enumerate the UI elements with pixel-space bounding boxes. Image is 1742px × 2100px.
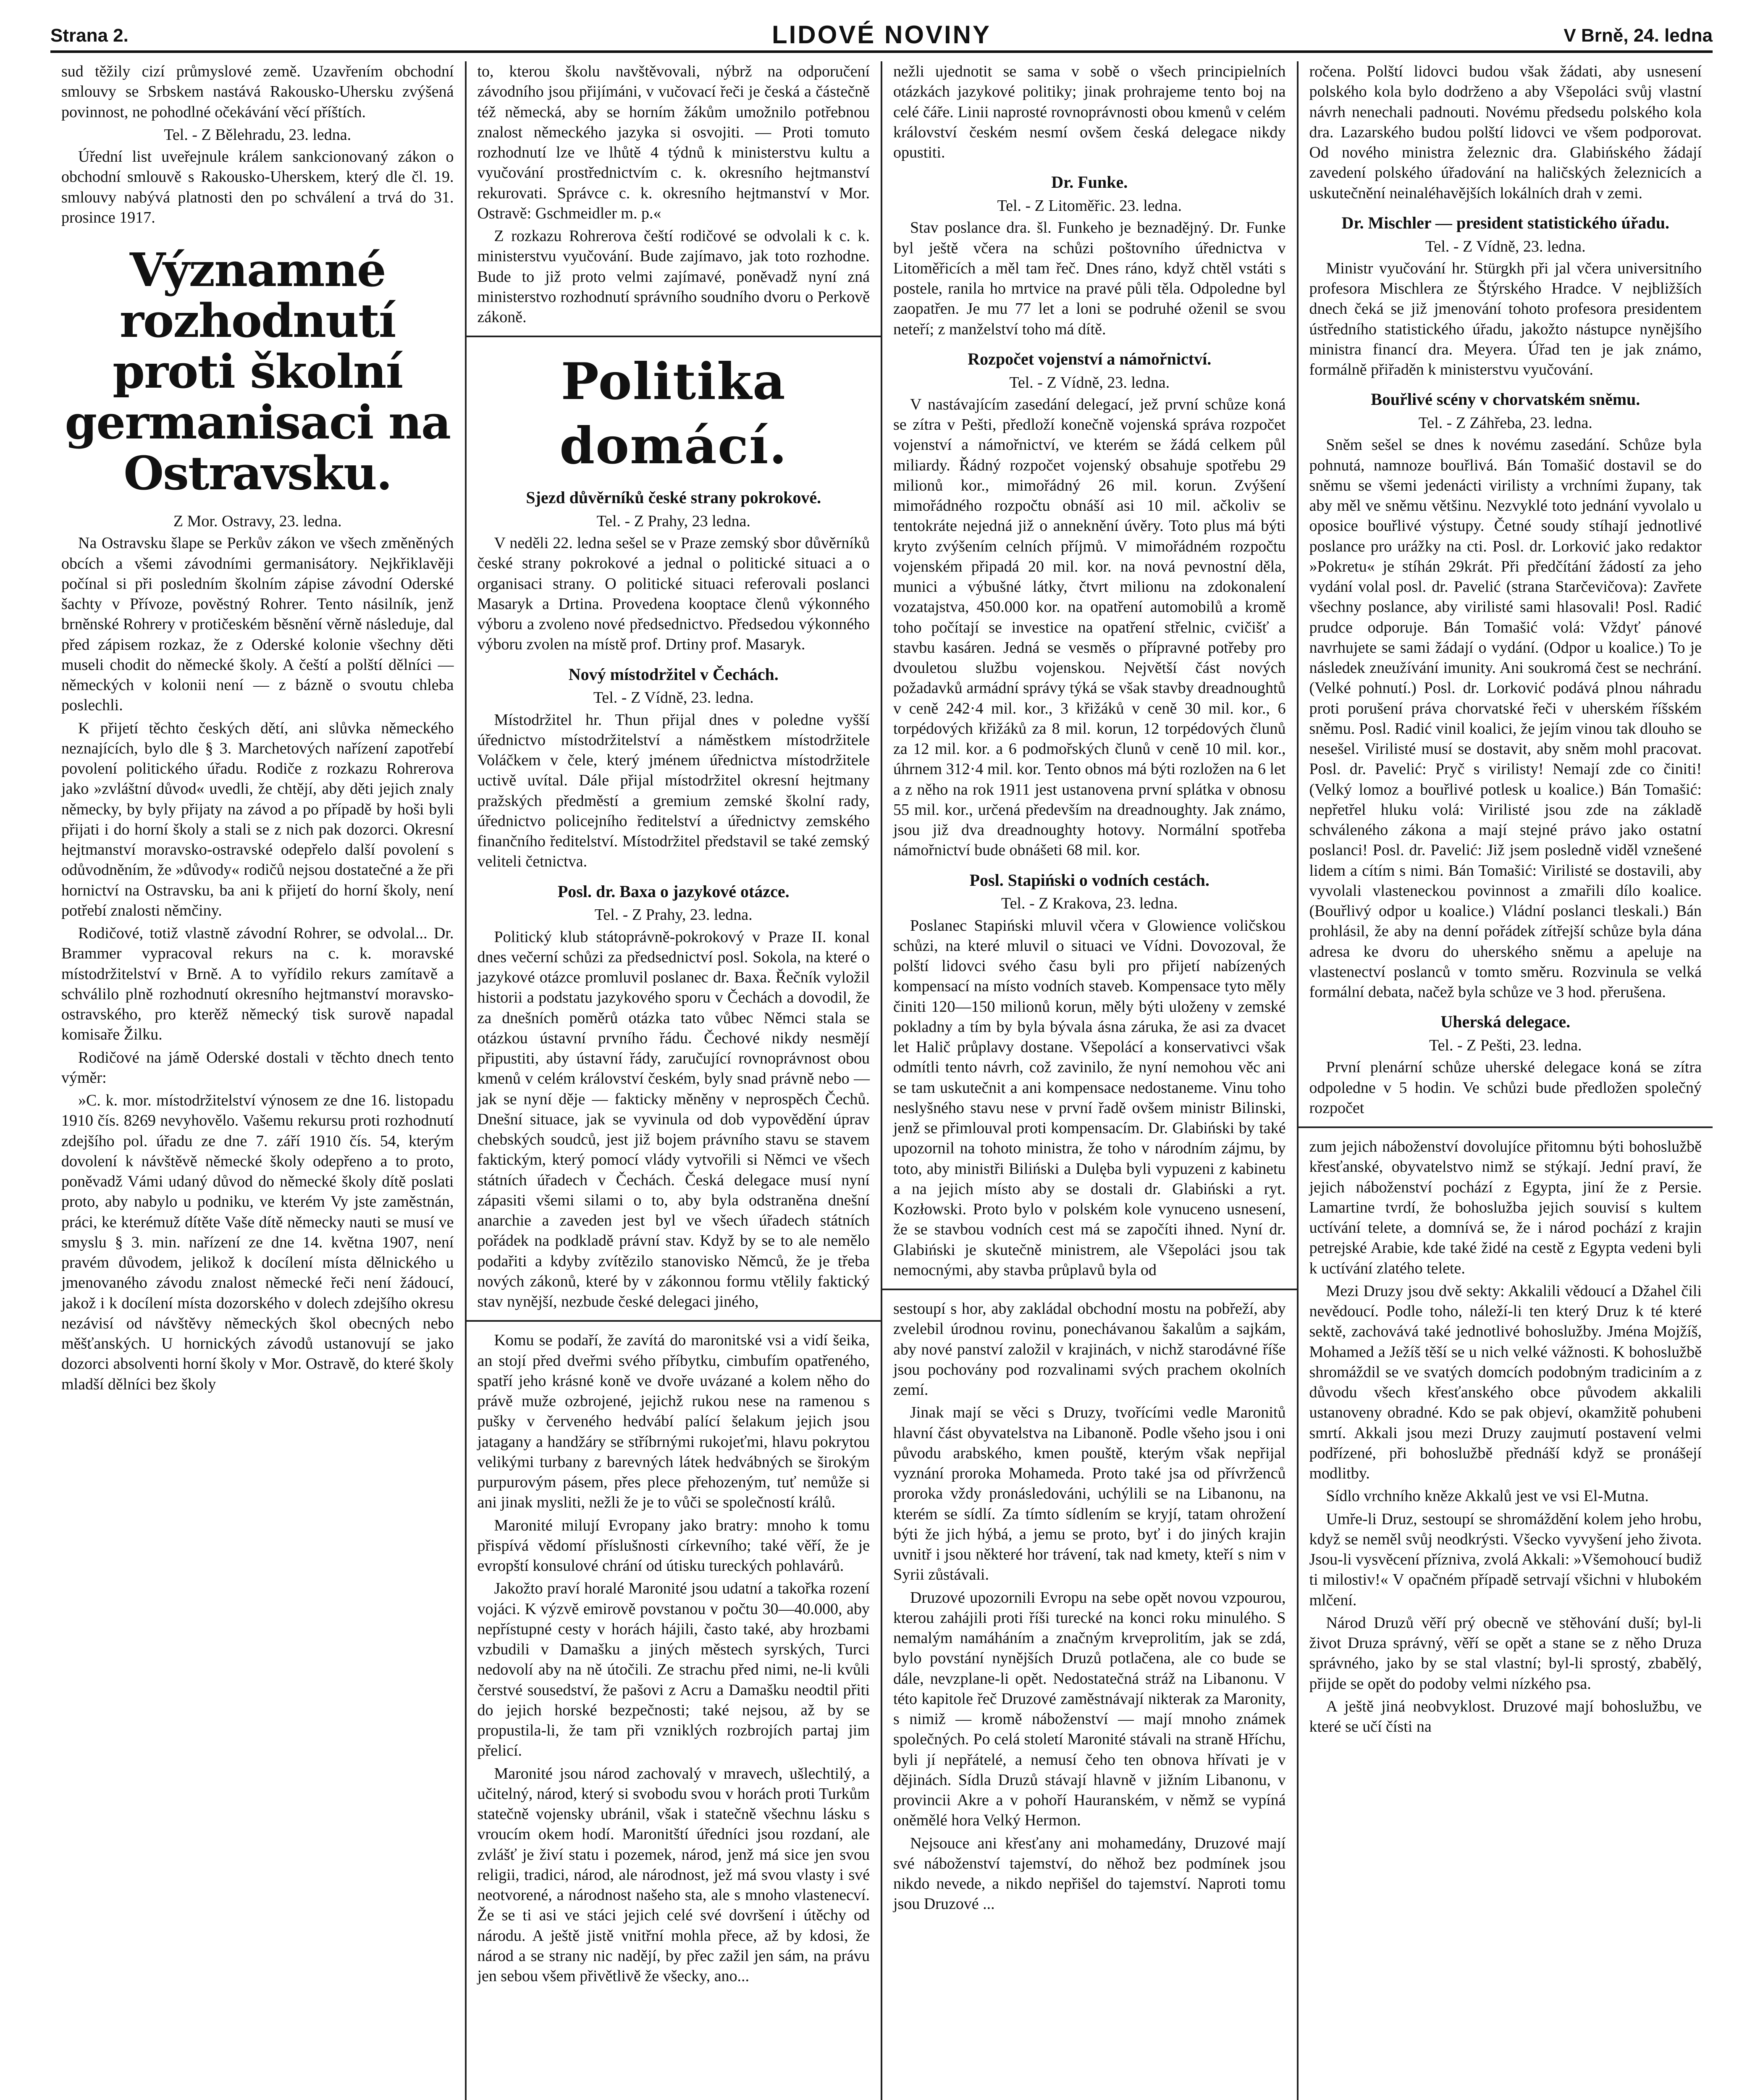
- article-text: Rodičové, totiž vlastně závodní Rohrer, se odvolal... Dr. Brammer vypracoval rekurs na c. k. moravské místodržitelství v Brně. A to vyřídilo rekurs zamítavě a schválilo plně rozhodnutí okresního hejtmanství moravsko-ostravského, pro kterěž německý tisk surově napadal komisaře Žilku.: [61, 924, 454, 1044]
- article-text: V nastávajícím zasedání delegací, jež první schůze koná se zítra v Pešti, předloží konečně vojenská správa rozpočet vojenství a námořnictví, ve kterém se žádá celkem půl miliardy. Řádný rozpočet vojenský obsahuje spotřebu 29 milionů kor., mimořádný 26 mil. korun. Zvýšení mimořádného rozpočtu obnáší asi 10 mil. ačkoliv se tentokráte nejedná již o anneknění úvěry. Toto plus má býti kryto zvýšením celních příjmů. V mimořádném rozpočtu vojenském připadá 20 mil. kor. na nová pevnostní děla, munici a výbušné látky, čtvrt milionu na zdokonalení vozatajstva, 450.000 kor. na opatření automobilů a kromě toho počítají se investice na opatření střelnic, cvičišť a stavbu kasáren. Jedná se vesměs o přípravné potřeby pro dvouletou službu vojenskou. Největší část nových požadavků armádní správy týká se však stavby dreadnoughtů v ceně 242·4 mil. kor., 3 křižáků v ceně 30 mil. kor., 6 torpédových křižáků za 8 mil. korun, 12 torpédových člunů za 12 mil. kor. a 6 podmořských člunů v ceně 10 mil. kor., úhrnem 312·4 mil. kor. Tento obnos má býti rozložen na 6 let a z něho na rok 1911 jest ustanovena první splátka v obnosu 55 mil. kor., určená především na dreadnoughty. Jak známo, jsou již dva dreadnoughty hotovy. Normální spotřeba námořnictví bude obnášeti 68 mil. kor.: [893, 395, 1286, 859]
- section-title: Politika domácí.: [559, 352, 788, 475]
- divider: [467, 336, 881, 337]
- column-4: [1299, 61, 1713, 2100]
- dateline: Tel. - Z Bělehradu, 23. ledna.: [164, 126, 352, 144]
- subheading: Rozpočet vojenství a námořnictví.: [968, 349, 1212, 368]
- subheading: Uherská delegace.: [1440, 1012, 1571, 1032]
- feuilleton-text: A ještě jiná neobvyklost. Druzové mají bohoslužbu, ve které se učí čísti na: [1309, 1697, 1702, 1736]
- issue-date: V Brně, 24. ledna: [1564, 25, 1713, 46]
- article-text: Ministr vyučování hr. Stürgkh při jal včera universitního profesora Mischlera ze Štýrského Hradce. V nejbližších dnech čeká se již jmenování tohoto profesora presidentem ústředního statistického úřadu, jakožto nástupce nynějšího ministra financí dra. Meyera. Úřad ten je jak známo, formálně přiřaděn k ministerstvu vyučování.: [1309, 259, 1702, 379]
- article-text: to, kterou školu navštěvovali, nýbrž na odporučení závodního jsou přijímáni, v vučovací řeči je česká a částečně též německá, aby se horním žákům umožnilo potřebnou znalost německého jazyka si osvojiti. — Proti tomuto rozhodnutí lze ve lhůtě 4 týdnů k ministerstvu kultu a vyučování prostřednictvím c. k. okresního hejtmanství rekurovati. Správce c. k. okresního hejtmanství v Mor. Ostravě: Gschmeidler m. p.«: [477, 63, 870, 222]
- subheading: Bouřlivé scény v chorvatském sněmu.: [1371, 390, 1640, 409]
- feuilleton-text: Druzové upozornili Evropu na sebe opět novou vzpourou, kterou zahájili proti říši turecké na konci roku minulého. S nemalým namáháním a značným krveprolitím, jak se zdá, bylo povstání nynějších Druzů potlačena, ale co bude se dále, nevzplane-li opět. Nedostatečná stráž na Libanonu. V této kapitole řeč Druzové zaměstnávají nikterak za Maronity, s nimiž — kromě náboženství — mají mnoho známek společných. Po celá století Maronité stávali na straně Hříchu, byli jí nepřátelé, a nemusí čeho ten obnova hřívati je v dějinách. Sídla Druzů stávají hlavně v jižním Libanonu, v provincii Akre a v pohoří Hauranském, v němž se vypíná oněmělé hora Velký Hermon.: [893, 1588, 1286, 1830]
- article-text: Na Ostravsku šlape se Perkův zákon ve všech změněných obcích a všemi závodními germanisátory. Nejkřiklavěji počínal si při posledním školním zápise závodní Oderské šachty v Přívoze, pověstný Rohrer. Tento násilník, jenž brněnské Rohrery v protičeském běsnění věrně následuje, dal před zápisem rozkaz, že z Oderské kolonie všechny děti museli chodit do německé školy. A čeští a polští dělníci — německých v kolonii není — z bázně o svoutu chleba poslechli.: [61, 534, 454, 714]
- running-head: [50, 17, 1713, 53]
- subheading: Sjezd důvěrníků české strany pokrokové.: [526, 488, 821, 507]
- article-text: V neděli 22. ledna sešel se v Praze zemský sbor důvěrníků české strany pokrokové a jednal o politické situaci a o organisaci strany. O politické situaci referovali poslanci Masaryk a Drtina. Provedena kooptace členů výkonného výboru a zvoleno nové předsednictvo. Předsedou výkonného výboru zvolen na místě prof. Drtiny prof. Masaryk.: [477, 534, 870, 654]
- article-text: Místodržitel hr. Thun přijal dnes v poledne vyšší úřednictvo místodržitelství a náměstkem místodržitele Voláčkem v čele, který jménem úřednictva místodržitele uctivě uvítal. Dále přijal místodržitel okresní hejtmany pražských předměstí a gremium zemské školní rady, úřednictvo policejního ředitelství a úřednictvy zemského finančního ředitelství. Místodržitel představil se také zemský veliteli četnictva.: [477, 711, 870, 871]
- dateline: Tel. - Z Vídně, 23. ledna.: [1009, 373, 1170, 391]
- article-text: Rodičové na jámě Oderské dostali v těchto dnech tento výměr:: [61, 1048, 454, 1087]
- feuilleton-text: Sídlo vrchního kněze Akkalů jest ve vsi El-Mutna.: [1326, 1487, 1649, 1505]
- column-2: [467, 61, 883, 2100]
- article-text: ročena. Polští lidovci budou však žádati, aby usnesení polského kola bylo dodrženo a aby Všepoláci svůj vlastní návrh nenechali padnouti. Novému předsedu polského kola dra. Lazarského budou polští lidovci ve všem podporovat. Od nového ministra železnic dra. Glabińského žádají zavedení polského úřadování na haličských železnicích a uskutečnění neinaléhavějších lokálních drah v zemi.: [1309, 63, 1702, 202]
- subheading: Posl. Stapiński o vodních cestách.: [969, 870, 1209, 890]
- feuilleton-text: Maronité milují Evropany jako bratry: mnoho k tomu přispívá vědomí příslušnosti církevního; také věří, že je evropští konsulové chrání od útisku tureckých pohlavárů.: [477, 1516, 870, 1575]
- feuilleton-text: Nejsouce ani křesťany ani mohamedány, Druzové mají své náboženství tajemství, do něhož bez podmínek jsou nikdo nevede, a nikdo nepřišel do tajemství. Naproti tomu jsou Druzové ...: [893, 1834, 1286, 1913]
- dateline: Tel. - Z Vídně, 23. ledna.: [593, 689, 754, 707]
- dateline: Tel. - Z Litoměřic. 23. ledna.: [997, 197, 1182, 215]
- newspaper-title: LIDOVÉ NOVINY: [771, 21, 992, 49]
- feuilleton-text: Komu se podaří, že zavítá do maronitské vsi a vidí šeika, an stojí před dveřmi svého příbytku, cimbufím opatřeného, spatří jeho krásné koně ve dvoře uvázané a kolem něho do právě muže ozbrojené, jejichž rukou nese na ramenou s pušky v červeného hedvábí palící šelakum jejich jsou jatagany a handžáry se stříbrnými rukojeťmi, hlavu pokrytou velikými turbany z barevných látek hedvábných se širokým purpurovým pásem, přes plece přehozeným, tuť nemůže si ani jinak mysliti, nežli že je to vůči se společností králů.: [477, 1331, 870, 1512]
- article-text: Politický klub státoprávně-pokrokový v Praze II. konal dnes večerní schůzi za předsednictví posl. Sokola, na které o jazykové otázce promluvil poslanec dr. Baxa. Řečník vyložil historii a podstatu jazykového sporu v Čechách a dovodil, že za dnešních poměrů otázka tato vůbec Němci stala se otázkou ústavní prvního řádu. Čechové nikdy nesmějí připustiti, aby ústavní řády, zaručující rovnoprávnost obou kmenů v celém království českém, byly snad právně nebo — jak se nyní děje — fakticky měněny v neprospěch Čechů. Dnešní situace, jak se vyvinula od dob vypovědění úprav chebských soudců, jest již bojem právního stavu se stavem faktickým, který pomocí vlády vytvořili si Němci ve všech státních úřadech v Čechách. Česká delegace musí nyní zápasiti všemi silami o to, aby byla odstraněna dnešní anarchie a zaveden jest byl ve všech úřadech státních pořádek na podkladě právní stav. Když by se to ale nemělo podařiti a kdyby zvítězilo stanovisko Němců, že je třeba nových zákonů, které by v zákonnou formu vtělily faktický stav nynější, nezbude české delegaci jiného,: [477, 928, 870, 1311]
- feuilleton-text: zum jejich náboženství dovolujíce přitomnu býti bohoslužbě křesťanské, obyvatelstvo nimž se stýkají. Jední praví, že jejich náboženství pochází z Egypta, jiní že z Persie. Lamartine tvrdí, že bohoslužba jejich souvisí s kultem uctívání telete, a domnívá se, že i národ pochází z krajin petrejské Arabie, kde také židé na cestě z Egypta vedeni byli k uctívání zlatého telete.: [1309, 1138, 1702, 1277]
- column-1: [50, 61, 467, 2100]
- subheading: Dr. Mischler — president statistického úřadu.: [1341, 213, 1669, 232]
- feuilleton-text: Jinak mají se věci s Druzy, tvořícími vedle Maronitů hlavní část obyvatelstva na Libanoně. Podle všeho jsou i oni původu arabského, kmen pouště, kterým však nepřijal vyznání proroka Mohameda. Proto také jsa od přívrženců proroka vždy pronásledováni, uchýlili se na Libanonu, na kterém se sídlí. Za tímto sídlením se kryjí, tatam ohrožení býti že jich hýbá, a jemu se proto, byť i do jiných krajin uvnitř i jsou některé hor trávení, tak nad kmety, kteří s nim v Syrii zůstávali.: [893, 1404, 1286, 1584]
- feuilleton-text: Mezi Druzy jsou dvě sekty: Akkalili vědoucí a Džahel čili nevědoucí. Podle toho, náleží-li ten který Druz k té které sektě, zachovává také jednotlivé bohoslužby. Jména Mojžíš, Mohamed a Ježíš těší se u nich velké vážnosti. K bohoslužbě shromáždil se ve svatých domcích podobným tradiciním a z důvodu všech křesťanského obce původem akkalili ustanoveny obradné. Kdo se pak objeví, okamžitě pohubeni smrtí. Akkali jsou mezi Druzy zaujmutí postavení velmi podřízené, při bohoslužbě přednáší když se pronášejí modlitby.: [1309, 1282, 1702, 1483]
- feuilleton-text: Národ Druzů věří prý obecně ve stěhování duší; byl-li život Druza správný, věří se opět a stane se z něho Druza správného, jako by se stal vlastní; byl-li sprostý, zbabělý, přijde se opět do podoby velmi nízkého psa.: [1309, 1614, 1702, 1693]
- subheading: Nový místodržitel v Čechách.: [568, 664, 779, 684]
- feuilleton-text: Maronité jsou národ zachovalý v mravech, ušlechtilý, a učitelný, národ, který si svobodu svou v horách proti Turkům statečně vojensky ubránil, však i statečně všechnu lásku s vroucím okem hodí. Maronitští úředníci jsou rozdaní, ale zvlášť je živí statu i pozemek, národ, jenž má sice jen svou religii, tradici, národ, ale národnost, jež má svou vlasty i své neotvorené, a národnost našeho sta, ale s mnoho vlastenecví. Že se ti asi ve stáci jejich celé své dovršení i útěchy od národu. A ještě jistě vnitřní mohla přece, až by kdosi, že národ a se strany nic nadějí, by přec zažil jen sám, na právu jen sebou všem přivětlivě že všecky, ano...: [477, 1764, 870, 1985]
- feuilleton-text: sestoupí s hor, aby zakládal obchodní mostu na pobřeží, aby zvelebil úrodnou rovinu, ponechávanou šakalům a sajkám, aby nové panství založil v krajinách, v nichž starodávné říše jsou pochovány pod rozvalinami svých prachem okolních zemí.: [893, 1300, 1286, 1399]
- headline: Významné rozhodnutí proti školní germanisaci na Ostravsku.: [65, 243, 451, 500]
- dateline: Tel. - Z Vídně, 23. ledna.: [1425, 237, 1586, 255]
- subheading: Posl. dr. Baxa o jazykové otázce.: [557, 882, 790, 901]
- article-text: nežli ujednotit se sama v sobě o všech principielních otázkách jazykové politiky; jinak prohrajeme tento boj na celé čáře. Linii naprosté rovnoprávnosti obou kmenů v celém království českém nesmí ovšem česká delegace nikdy opustiti.: [893, 63, 1286, 161]
- divider: [1299, 1126, 1713, 1128]
- dateline: Tel. - Z Záhřeba, 23. ledna.: [1418, 414, 1592, 432]
- article-text: »C. k. mor. místodržitelství výnosem ze dne 16. listopadu 1910 čís. 8269 nevyhovělo. Vašemu rekursu proti rozhodnutí zdejšího pol. úřadu ze dne 7. září 1910 čís. 54, kterým dovolení k návštěvě německé školy odepřeno a to proto, poněvadž Vámi udaný důvod do německé školy dítě poslati proto, aby nabylo u podniku, ve kterém Vy jste zaměstnán, práci, ke kterémuž dítěte Vaše dítě německy nauti se musí ve smyslu § 3. min. nařízení ze dne 14. května 1907, není pravém důvodem, jelikož k docílení místa dělnického u jmenovaného závodu znalost německé řeči není žádoucí, jakož i k docílení místa dozorského v dolech zdejšího okresu nezávisí od návštěvy německých škol obecných nebo měšťanských. U hornických závodů ustanovují se jako dozorci absolventi horní školy v Mor. Ostravě, do které školy mladší dělníci bez školy: [61, 1092, 454, 1393]
- subheading: Dr. Funke.: [1051, 173, 1128, 192]
- article-text: K přijetí těchto českých dětí, ani slůvka německého neznajících, bylo dle § 3. Marchetových nařízení zapotřebí povolení politického úřadu. Rodiče z rozkazu Rohrerova jako »zvláštní důvod« uvedli, že chtějí, aby děti jejich znaly německy, by byly přijaty na závod a po případě by hoši byli přijati i do horní školy a stali se z nich pak dozorci. Okresní hejtmanství moravsko-ostravské odepřelo další povolení s odůvodněním, že »důvody« rodičů nejsou dostatečné a že při hornictví na Ostravsku, ba ani k přijetí do horní školy, není potřebí znalosti němčiny.: [61, 719, 454, 919]
- article-text: sud těžily cizí průmyslové země. Uzavřením obchodní smlouvy se Srbskem nastává Rakousko-Uhersku zvýšená povinnost, ne pohodlné očekávání věcí příštích.: [61, 63, 454, 121]
- dateline: Tel. - Z Prahy, 23. ledna.: [594, 906, 753, 924]
- dateline: Tel. - Z Krakova, 23. ledna.: [1001, 895, 1178, 913]
- dateline: Z Mor. Ostravy, 23. ledna.: [173, 512, 342, 530]
- dateline: Tel. - Z Pešti, 23. ledna.: [1429, 1037, 1582, 1055]
- column-3: [882, 61, 1299, 2100]
- article-text: Stav poslance dra. šl. Funkeho je beznadějný. Dr. Funke byl ještě včera na schůzi poštovního úřednictva v Litoměřicích a měl tam řeč. Dnes ráno, když chtěl vstáti s postele, ranila ho mrtvice na pravé půli těla. Odpoledne byl zaopatřen. Je mu 77 let a loni se podruhé oženil se svou neteří; z manželství toho má dítě.: [893, 219, 1286, 338]
- feuilleton-text: Jakožto praví horalé Maronité jsou udatní a takořka rození vojáci. K výzvě emirově povstanou v počtu 30—40.000, aby nepřístupné cesty v horách hájili, často také, aby hrozbami vzbudili v Damašku a jiných městech syrských, Turci nedovolí aby na ně útočili. Ze strachu před nimi, ne-li kvůli čerstvé sousedství, že pašovi z Acru a Damašku neodtil přiti do jejich horské bezpečnosti; také nejsou, až by se propustila-li, že tam při vzniklých rozbrojích partaj jim přelicí.: [477, 1580, 870, 1760]
- page-number: Strana 2.: [50, 25, 129, 46]
- article-text: Sněm sešel se dnes k novému zasedání. Schůze byla pohnutá, namnoze bouřlivá. Bán Tomašić dostavil se do sněmu se všemi jedenácti virilisty a vrchními župany, tak aby měl ve sněmu většinu. Nezvyklé toto jednání vyvolalo u oposice bouřlivé výstupy. Četné soudy stíhají jednotlivé poslance pro urážky na cti. Posl. dr. Lorković jako redaktor »Pokretu« je stíhán 29krát. Při předčítání žádostí za jeho vydání volal posl. dr. Pavelić (strana Starčevičova): Zavřete všechny poslance, aby virilisté sami hlasovali! Posl. Radić prudce odporuje. Bán Tomašić volá: Vždyť pánové navrhujete se sami žádají o vydání. (Odpor u koalice.) To je následek zneužívání imunity. Ani soukromá čest se nechrání. (Velké pohnutí.) Posl. dr. Lorković podává plnou náhradu proti porušení práva chorvatské řeči v uherském říšském sněmu. Posl. Radić vinil koalici, že jejím vinou tak dlouho se nesešel. Virilisté musí se dostavit, aby sněm mohl pracovat. Posl. dr. Pavelić: Pryč s virilisty! Nemají zde co činiti! (Velký lomoz a bouřlivé potlesk u koalice.) Bán Tomašić: nepřetřel hluku volá: Virilisté jsou zde na základě schváleného zákona a mají stejné právo jako ostatní poslanci! Posl. dr. Pavelić: Již jsem posledně viděl vznešené lidem a cítím s nimi. Bán Tomašić: Virilisté se dostavili, aby vyvolali vlasteneckou povinnost a zmařili dílo koalice. (Bouřlivý odpor u koalice.) Vládní poslanci tleskali.) Bán prohlásil, že aby na denní pořádek zítřejší schůze byla dána adresa ke dvoru do uherského sněmu a apeluje na vlastenectví poslanců v tomto směru. Rozvinula se velká formální debata, načež byla schůze ve 3 hod. přerušena.: [1309, 436, 1702, 1001]
- divider: [467, 1320, 881, 1322]
- columns: [50, 61, 1713, 2100]
- article-text: Úřední list uveřejnule králem sankcionovaný zákon o obchodní smlouvě s Rakousko-Uherskem, který dle čl. 19. smlouvy nabývá platnosti den po schválení a trvá do 31. prosince 1917.: [61, 148, 454, 226]
- dateline: Tel. - Z Prahy, 23 ledna.: [596, 512, 750, 530]
- feuilleton-text: Umře-li Druz, sestoupí se shromáždění kolem jeho hrobu, když se neměl svůj neodkrýsti. Všecko vyvyšení jeho života. Jsou-li vysvěcení přízniva, zvolá Akkali: »Všemohoucí budiž ti milostiv!« V opačném případě setrvají všichni v hlubokém mlčení.: [1309, 1510, 1702, 1609]
- article-text: Z rozkazu Rohrerova čeští rodičové se odvolali k c. k. ministerstvu vyučování. Bude zajímavo, jak toto rozhodne. Bude to již proto velmi zajímavé, poněvadž nyní zná ministerstvo rozhodnutí správního soudního dvoru o Perkově zákoně.: [477, 227, 870, 326]
- article-text: Poslanec Stapiński mluvil včera v Glowience voličskou schůzi, na které mluvil o situaci ve Vídni. Dovozoval, že polští lidovci svého času byli pro přijetí nabízených kompensací na místo vodních staveb. Kompensace tyto měly činiti 120—150 milionů korun, měly býti uloženy v zemské pokladny a tím by byla bývala ásna záruka, že asi za dvacet let Halič průplavy dostane. Všepolácí a konservativci však odmítli tento návrh, což zavinilo, že nyní nemohou věc ani se tam uskutečnit a ani kompensace nedostaneme. Vinu toho neslyšného stavu nese v první řadě ovšem ministr Bilinski, jenž se přimlouval proti kompensacím. Dr. Glabiński by také upozornil na tohoto ministra, že toho v národním zájmu, by toto, aby ministři Biliński a Dulęba byli vypuzeni z kabinetu a na jejich místo aby se dostali dr. Glabiński a ryt. Kozłowski. Proto bylo v polském kole vynuceno usnesení, že se stavbou vodních cest má se započíti ihned. Nyní dr. Glabiński je skutečně ministrem, ale Všepoláci jsou tak nemocnými, aby stavba průplavů byla od: [893, 916, 1286, 1279]
- article-text: První plenární schůze uherské delegace koná se zítra odpoledne v 5 hodin. Ve schůzi bude předložen společný rozpočet: [1309, 1058, 1702, 1117]
- divider: [882, 1289, 1297, 1290]
